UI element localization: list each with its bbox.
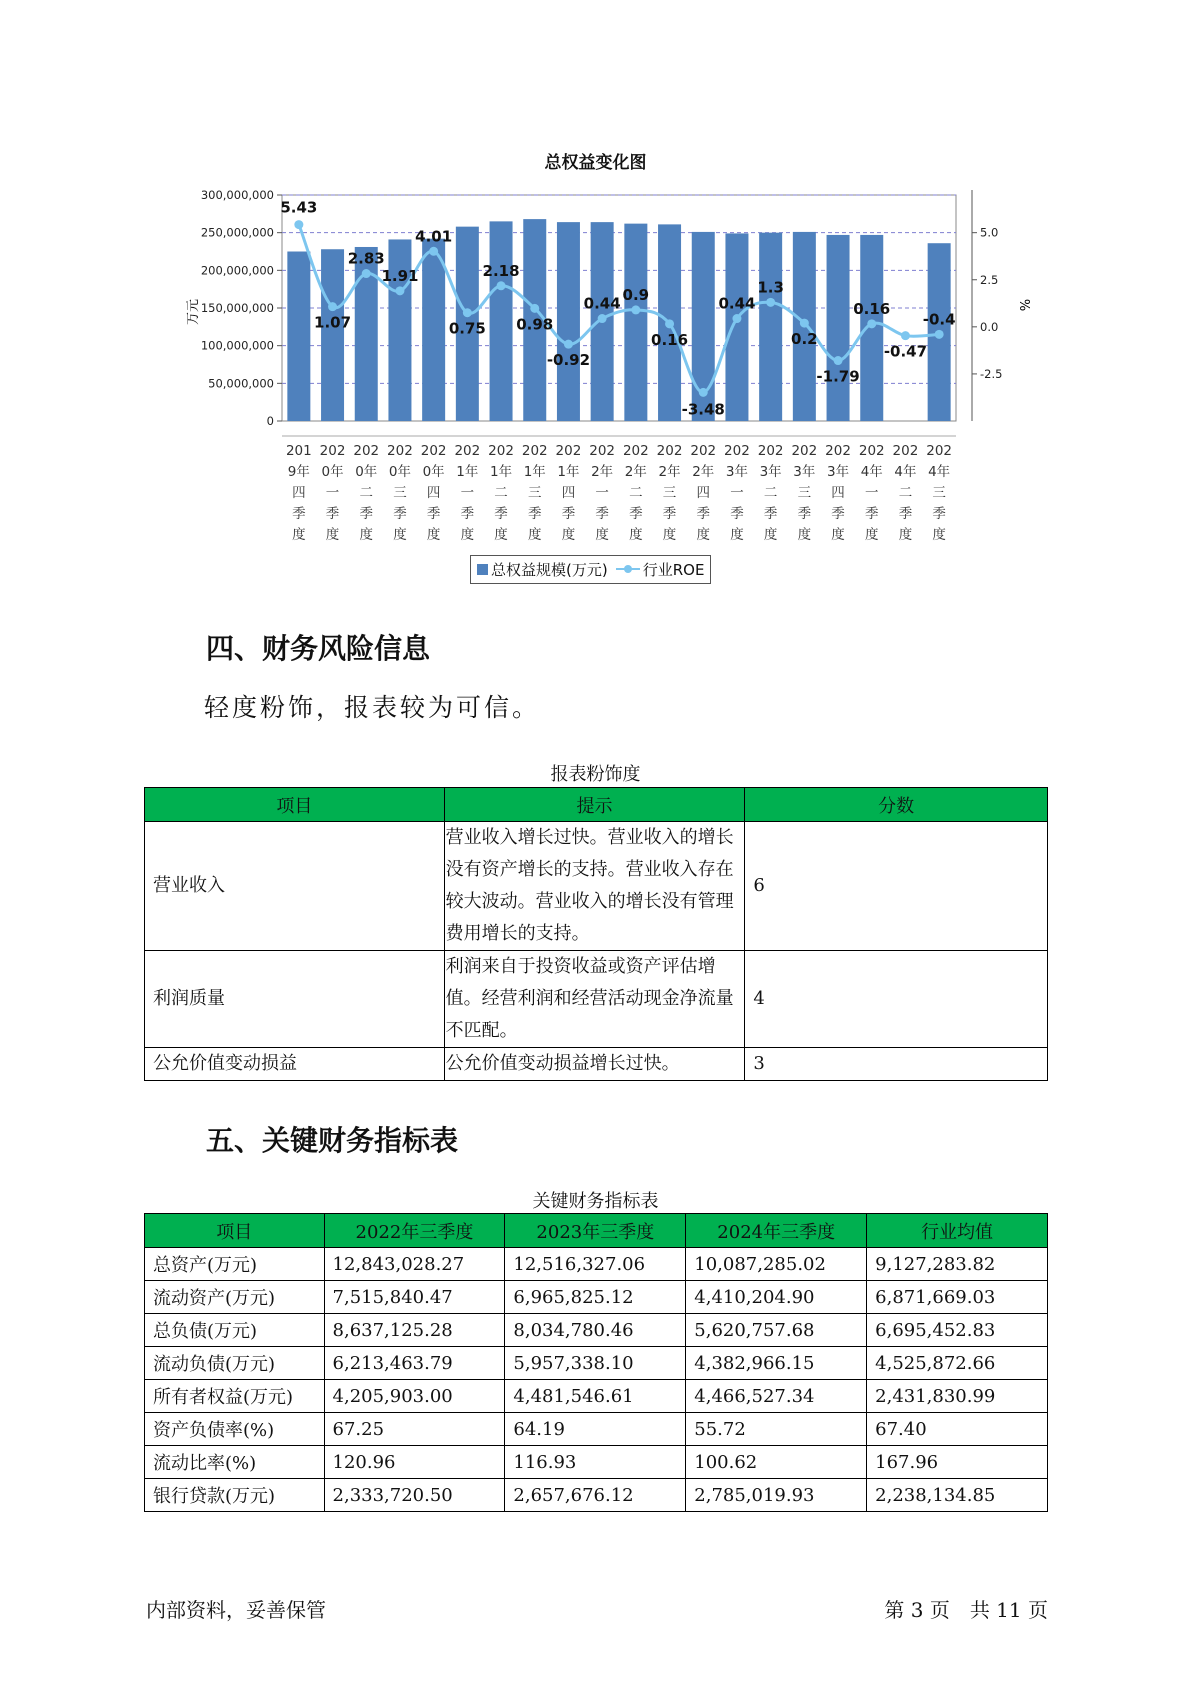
hint-cell: 营业收入增长过快。营业收入的增长没有资产增长的支持。营业收入存在较大波动。营业收入的增长没有管理费用增长的支持。 (444, 822, 745, 951)
header-cell: 2023年三季度 (505, 1214, 686, 1248)
x-tick-label: 202 3年 一 季 度 (724, 443, 750, 543)
value-cell: 9,127,283.82 (867, 1248, 1048, 1281)
value-cell: 5,957,338.10 (505, 1347, 686, 1380)
value-cell: 12,843,028.27 (324, 1248, 505, 1281)
roe-point (800, 319, 809, 328)
table-row (145, 1314, 1048, 1347)
roe-point (497, 281, 506, 290)
roe-data-label: -0.47 (883, 342, 928, 361)
equity-bar (287, 252, 310, 422)
x-tick-label: 202 3年 二 季 度 (757, 443, 784, 543)
value-cell: 64.19 (505, 1413, 686, 1446)
roe-data-label: -0.92 (546, 351, 591, 370)
header-cell: 项目 (145, 788, 445, 822)
score-cell: 3 (745, 1048, 1048, 1081)
x-tick-label: 202 1年 一 季 度 (454, 443, 481, 543)
value-cell: 167.96 (867, 1446, 1048, 1479)
bar-series (287, 219, 950, 421)
x-tick-label: 202 4年 三 季 度 (926, 443, 953, 543)
x-tick-label: 201 9年 四 季 度 (285, 443, 312, 543)
value-cell: 7,515,840.47 (324, 1281, 505, 1314)
value-cell: 67.25 (324, 1413, 505, 1446)
y-left-tick-label: 150,000,000 (200, 301, 274, 315)
footer-page-number: 第 3 页 共 11 页 (884, 1598, 1048, 1622)
roe-point (530, 304, 539, 313)
value-cell: 2,785,019.93 (686, 1479, 867, 1512)
x-tick-label: 202 0年 三 季 度 (387, 443, 413, 543)
table-row (145, 1479, 1048, 1512)
x-tick-label: 202 2年 三 季 度 (656, 443, 683, 543)
y-right-tick-label: 5.0 (980, 225, 999, 240)
roe-point (395, 286, 404, 295)
header-cell: 提示 (444, 788, 745, 822)
roe-data-label: 0.2 (791, 330, 818, 349)
roe-point (564, 340, 573, 349)
y-left-tick-label: 300,000,000 (200, 188, 274, 202)
item-cell: 营业收入 (145, 822, 445, 951)
chart-title: 总权益变化图 (544, 153, 647, 173)
x-tick-label: 202 1年 四 季 度 (555, 443, 582, 543)
section5-heading: 五、关键财务指标表 (206, 1124, 459, 1157)
value-cell: 6,695,452.83 (867, 1314, 1048, 1347)
value-cell: 4,205,903.00 (324, 1380, 505, 1413)
x-tick-label: 202 0年 一 季 度 (319, 443, 346, 543)
roe-data-label: -1.79 (816, 367, 860, 386)
whitewash-table (144, 787, 1048, 1081)
hint-cell: 利润来自于投资收益或资产评估增值。经营利润和经营活动现金净流量不匹配。 (444, 951, 745, 1048)
x-tick-label: 202 0年 四 季 度 (420, 443, 447, 543)
y-left-tick-label: 200,000,000 (200, 263, 274, 278)
item-cell: 所有者权益(万元) (145, 1380, 325, 1413)
roe-data-label: 0.16 (651, 330, 689, 349)
value-cell: 116.93 (505, 1446, 686, 1479)
value-cell: 4,410,204.90 (686, 1281, 867, 1314)
whitewash-table-caption: 报表粉饰度 (550, 764, 641, 785)
value-cell: 120.96 (324, 1446, 505, 1479)
equity-bar (725, 233, 748, 421)
roe-point (665, 319, 674, 328)
x-tick-label: 202 0年 二 季 度 (353, 443, 380, 543)
y-right-tick-label: -2.5 (980, 366, 1003, 381)
roe-data-label: 0.44 (583, 294, 621, 313)
table-row (145, 1347, 1048, 1380)
roe-data-label: 1.07 (314, 313, 352, 332)
equity-bar (557, 222, 580, 421)
table-header-row (145, 788, 1048, 822)
value-cell: 4,481,546.61 (505, 1380, 686, 1413)
indicator-table (144, 1213, 1048, 1512)
roe-data-label: 2.83 (347, 249, 385, 268)
x-tick-label: 202 3年 四 季 度 (825, 443, 851, 543)
value-cell: 2,657,676.12 (505, 1479, 686, 1512)
y-left-tick-label: 50,000,000 (208, 376, 274, 391)
risk-summary: 轻度粉饰，报表较为可信。 (204, 693, 541, 722)
y-left-axis-label: 万元 (186, 298, 201, 326)
header-cell: 行业均值 (867, 1214, 1048, 1248)
value-cell: 6,871,669.03 (867, 1281, 1048, 1314)
roe-data-label: 5.43 (280, 198, 318, 217)
legend-item-bar: 总权益规模(万元) (477, 559, 608, 580)
table-row (145, 1248, 1048, 1281)
equity-bar (321, 249, 344, 421)
x-tick-label: 202 2年 二 季 度 (622, 443, 649, 543)
roe-point (867, 319, 876, 328)
roe-data-label: 0.75 (448, 319, 486, 338)
roe-point (935, 330, 944, 339)
roe-point (328, 302, 337, 311)
value-cell: 67.40 (867, 1413, 1048, 1446)
value-cell: 12,516,327.06 (505, 1248, 686, 1281)
section4-heading: 四、财务风险信息 (206, 632, 431, 665)
item-cell: 资产负债率(%) (145, 1413, 325, 1446)
equity-bar (759, 233, 782, 421)
y-right-tick-label: 0.0 (980, 319, 999, 334)
table-header-row (145, 1214, 1048, 1248)
x-tick-label: 202 2年 一 季 度 (589, 443, 616, 543)
roe-data-label: 0.98 (516, 315, 554, 334)
y-right-axis-label: % (1016, 298, 1031, 312)
table-row (145, 1446, 1048, 1479)
table-row (145, 822, 1048, 951)
value-cell: 6,213,463.79 (324, 1347, 505, 1380)
equity-bar (490, 221, 513, 421)
chart-legend (470, 555, 711, 584)
value-cell: 2,431,830.99 (867, 1380, 1048, 1413)
x-tick-label: 202 2年 四 季 度 (690, 443, 717, 543)
header-cell: 2024年三季度 (686, 1214, 867, 1248)
y-left-tick-label: 250,000,000 (200, 225, 274, 240)
item-cell: 公允价值变动损益 (145, 1048, 445, 1081)
roe-data-label: 1.3 (757, 278, 784, 297)
value-cell: 55.72 (686, 1413, 867, 1446)
roe-point (834, 356, 843, 365)
y-left-tick-label: 0 (266, 414, 274, 428)
roe-data-label: 2.18 (482, 261, 520, 280)
equity-bar (422, 239, 445, 421)
roe-data-label: 1.91 (381, 266, 419, 285)
equity-bar (827, 235, 850, 421)
footer-confidential: 内部资料，妥善保管 (146, 1598, 326, 1622)
hint-cell: 公允价值变动损益增长过快。 (444, 1048, 745, 1081)
value-cell: 100.62 (686, 1446, 867, 1479)
item-cell: 利润质量 (145, 951, 445, 1048)
value-cell: 5,620,757.68 (686, 1314, 867, 1347)
x-tick-label: 202 4年 二 季 度 (892, 443, 919, 543)
legend-item-line: 行业ROE (616, 559, 705, 580)
y-left-tick-label: 100,000,000 (200, 338, 274, 353)
roe-point (766, 298, 775, 307)
value-cell: 4,382,966.15 (686, 1347, 867, 1380)
value-cell: 8,637,125.28 (324, 1314, 505, 1347)
header-cell: 项目 (145, 1214, 325, 1248)
roe-point (699, 388, 708, 397)
value-cell: 2,333,720.50 (324, 1479, 505, 1512)
score-cell: 4 (745, 951, 1048, 1048)
header-cell: 分数 (745, 788, 1048, 822)
item-cell: 总资产(万元) (145, 1248, 325, 1281)
roe-point (598, 314, 607, 323)
value-cell: 8,034,780.46 (505, 1314, 686, 1347)
y-right-tick-label: 2.5 (980, 272, 999, 287)
roe-data-label: 0.44 (718, 294, 756, 313)
line-swatch-icon (616, 563, 640, 575)
roe-point (429, 247, 438, 256)
item-cell: 流动资产(万元) (145, 1281, 325, 1314)
header-cell: 2022年三季度 (324, 1214, 505, 1248)
roe-point (362, 269, 371, 278)
table-row (145, 1048, 1048, 1081)
item-cell: 流动负债(万元) (145, 1347, 325, 1380)
value-cell: 2,238,134.85 (867, 1479, 1048, 1512)
value-cell: 10,087,285.02 (686, 1248, 867, 1281)
roe-data-label: 0.9 (622, 285, 650, 304)
roe-point (901, 331, 910, 340)
x-tick-label: 202 3年 三 季 度 (791, 443, 818, 543)
table-row (145, 1413, 1048, 1446)
roe-point (463, 308, 472, 317)
item-cell: 银行贷款(万元) (145, 1479, 325, 1512)
item-cell: 流动比率(%) (145, 1446, 325, 1479)
x-tick-label: 202 4年 一 季 度 (858, 443, 885, 543)
item-cell: 总负债(万元) (145, 1314, 325, 1347)
table-row (145, 951, 1048, 1048)
roe-data-label: -0.4 (922, 310, 956, 329)
value-cell: 6,965,825.12 (505, 1281, 686, 1314)
roe-point (631, 305, 640, 314)
roe-point (732, 314, 741, 323)
x-tick-label: 202 1年 三 季 度 (521, 443, 548, 543)
score-cell: 6 (745, 822, 1048, 951)
x-tick-label: 202 1年 二 季 度 (488, 443, 514, 543)
bar-swatch-icon (477, 564, 488, 575)
roe-data-label: 4.01 (415, 227, 453, 246)
value-cell: 4,525,872.66 (867, 1347, 1048, 1380)
table-row (145, 1380, 1048, 1413)
roe-data-label: -3.48 (681, 400, 725, 419)
equity-bar (624, 224, 647, 421)
indicator-table-caption: 关键财务指标表 (532, 1191, 659, 1212)
value-cell: 4,466,527.34 (686, 1380, 867, 1413)
roe-point (294, 220, 303, 229)
table-row (145, 1281, 1048, 1314)
roe-data-label: 0.16 (853, 299, 891, 318)
